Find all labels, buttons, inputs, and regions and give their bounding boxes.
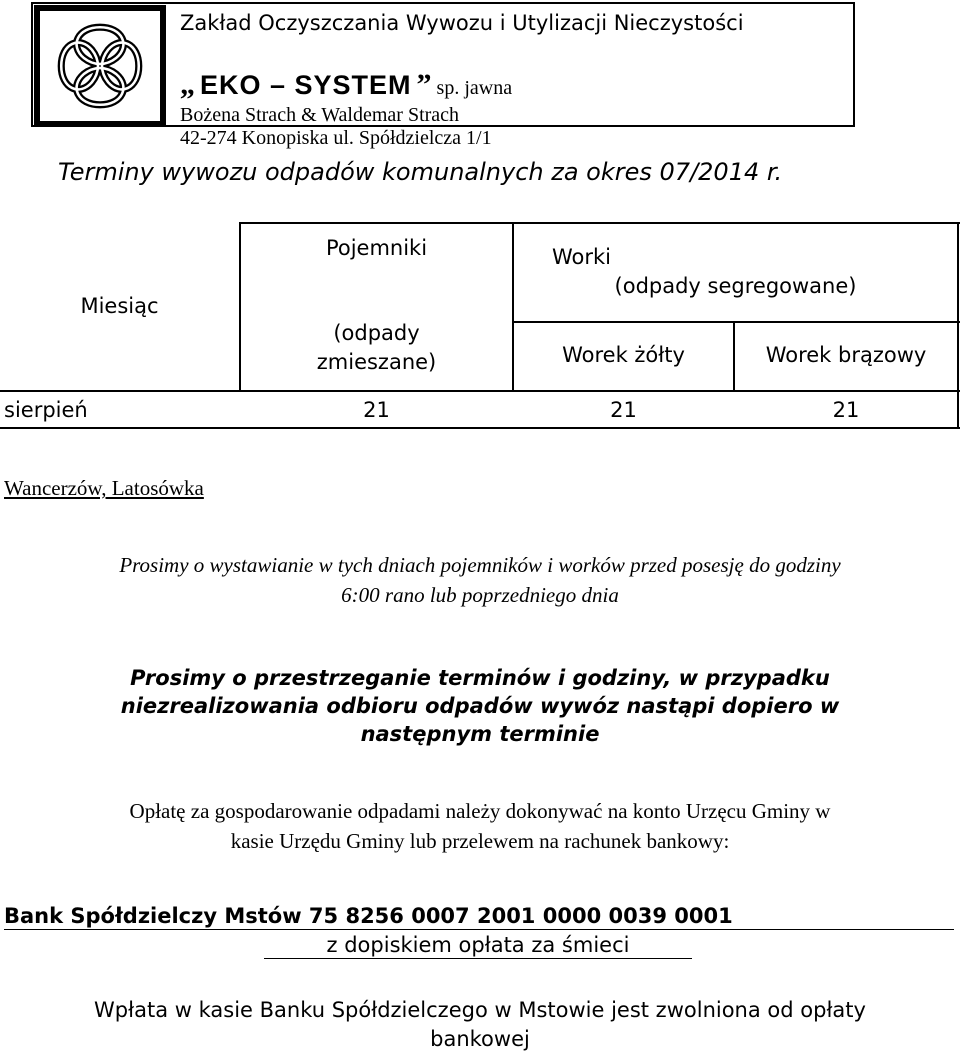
celtic-knot-icon <box>44 15 156 117</box>
header-containers-line2: (odpady <box>333 321 420 345</box>
company-owners: Bożena Strach & Waldemar Strach <box>180 104 460 126</box>
header-yellow-bag: Worek żółty <box>562 343 685 367</box>
row-brown-bag: 21 <box>832 398 860 422</box>
row-containers: 21 <box>363 398 390 422</box>
brand-open-quote: „ <box>180 68 195 101</box>
table-divider-header <box>0 390 960 392</box>
notice-placement-line1: Prosimy o wystawianie w tych dniach pojemników i worków przed posesję do godziny <box>119 553 841 577</box>
notice-terms <box>0 664 960 748</box>
company-logo <box>34 5 166 127</box>
bank-transfer-note: z dopiskiem opłata za śmieci <box>264 932 692 959</box>
notice-terms-line1: Prosimy o przestrzeganie terminów i godziny, w przypadku <box>130 666 830 690</box>
table-border-right <box>957 222 959 429</box>
brand-line <box>180 68 840 102</box>
row-yellow-bag: 21 <box>610 398 637 422</box>
fee-exemption <box>0 996 960 1054</box>
bank-account: Bank Spółdzielczy Mstów 75 8256 0007 2001 0000 0039 0001 <box>4 903 954 930</box>
schedule-table <box>0 222 960 430</box>
row-month: sierpień <box>4 398 88 422</box>
company-address: 42-274 Konopiska ul. Spółdzielcza 1/1 <box>180 127 492 149</box>
company-name: Zakład Oczyszczania Wywozu i Utylizacji Nieczystości <box>180 11 744 35</box>
brand-name: EKO – SYSTEM <box>200 70 412 100</box>
header-month: Miesiąc <box>80 294 159 318</box>
notice-placement-line2: 6:00 rano lub poprzedniego dnia <box>341 583 619 607</box>
brand-close-quote: ” <box>416 68 432 101</box>
payment-line1: Opłatę za gospodarowanie odpadami należy dokonywać na konto Urzęcu Gminy w <box>129 799 831 823</box>
table-divider-bags <box>512 321 960 323</box>
exemption-line2: bankowej <box>430 1027 530 1051</box>
table-border-bottom <box>0 427 960 429</box>
notice-placement <box>0 550 960 610</box>
header-containers-line1: Pojemniki <box>325 236 428 260</box>
header-bags-line2: (odpady segregowane) <box>614 274 857 298</box>
brand-suffix: sp. jawna <box>436 77 513 99</box>
header-brown-bag: Worek brązowy <box>765 343 927 367</box>
payment-line2: kasie Urzędu Gminy lub przelewem na rachunek bankowy: <box>230 829 730 853</box>
header-containers-line3: zmieszane) <box>316 350 437 374</box>
notice-terms-line3: następnym terminie <box>360 722 600 746</box>
area-name: Wancerzów, Latosówka <box>4 476 204 500</box>
exemption-line1: Wpłata w kasie Banku Spółdzielczego w Mstowie jest zwolniona od opłaty <box>94 998 866 1022</box>
payment-info <box>0 796 960 856</box>
header-bags-line1: Worki <box>552 245 612 269</box>
page-title: Terminy wywozu odpadów komunalnych za okres 07/2014 r. <box>58 158 783 186</box>
notice-terms-line2: niezrealizowania odbioru odpadów wywóz nastąpi dopiero w <box>120 694 840 718</box>
table-border-top <box>239 222 960 224</box>
